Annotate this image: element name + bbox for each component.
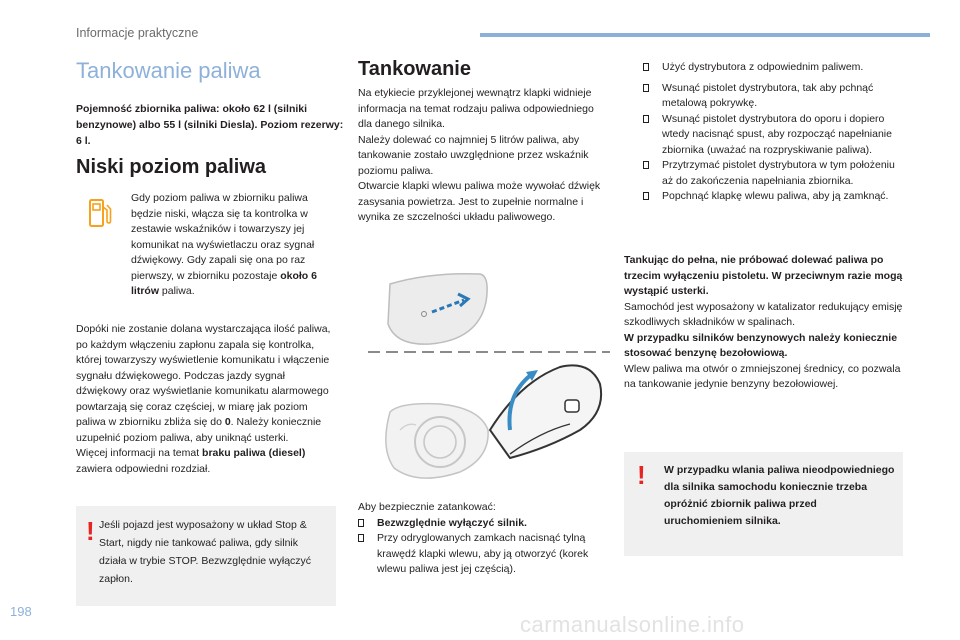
low-fuel-paragraph-1: Gdy poziom paliwa w zbiorniku paliwa będzie niski, włącza się ta kontrolka w zestawie wskaźników i towarzyszy jej komunikat na wyświetlaczu oraz sygnał dźwiękowy. Gdy zapali się ona po raz pierwszy, w zbiorniku pozostaje około 6 litrów paliwa. [131, 192, 317, 297]
page-title: Tankowanie paliwa [76, 58, 261, 83]
fuel-flap-illustration [360, 262, 610, 492]
stop-start-warning-box [76, 506, 336, 606]
intro-text: Pojemność zbiornika paliwa: około 62 l (silniki benzynowe) albo 55 l (silniki Diesla). Poziom rezerwy: 6 l. [76, 103, 344, 147]
bullet-icon [643, 115, 649, 123]
stop-start-warning-text: Jeśli pojazd jest wyposażony w układ Stop & Start, nigdy nie tankować paliwa, gdy silnik działa w trybie STOP. Bezwzględnie wyłączyć zapłon. [99, 519, 312, 585]
list-item: Bezwzględnie wyłączyć silnik. [358, 516, 612, 532]
fuel-pump-icon [88, 197, 112, 229]
bullet-icon [358, 519, 364, 527]
list-item: Przy odryglowanych zamkach nacisnąć tylną krawędź klapki wlewu, aby ją otworzyć (korek wlewu paliwa jest jej częścią). [358, 531, 612, 578]
low-fuel-heading: Niski poziom paliwa [76, 156, 267, 178]
list-item: Wsunąć pistolet dystrybutora, tak aby pchnąć metalową pokrywkę. [643, 81, 905, 112]
list-item: Popchnąć klapkę wlewu paliwa, aby ją zamknąć. [643, 189, 905, 205]
bullet-icon [643, 192, 649, 200]
bullet-icon [643, 84, 649, 92]
right-steps [643, 60, 905, 205]
bullet-icon [643, 63, 649, 71]
list-item: Użyć dystrybutora z odpowiednim paliwem. [643, 60, 905, 76]
refuelling-heading: Tankowanie [358, 58, 471, 80]
list-item: Przytrzymać pistolet dystrybutora w tym położeniu aż do zakończenia napełniania zbiornika. [643, 158, 905, 189]
low-fuel-paragraph-2: Dopóki nie zostanie dolana wystarczająca ilość paliwa, po każdym włączeniu zapłonu zapala się kontrolka, której towarzyszy wyświetlenie komunikatu i włączenie sygnału dźwiękowego. Podczas jazdy sygnał dźwiękowy oraz wyświetlanie komunikatu alarmowego powtarzają się coraz częściej, w miarę jak poziom paliwa w zbiorniku zbliża się do 0. Należy koniecznie uzupełnić poziom paliwa, aby uniknąć usterki. Więcej informacji na temat braku paliwa (diesel) zawiera odpowiedni rozdział. [76, 323, 331, 475]
refuelling-text: Na etykiecie przyklejonej wewnątrz klapki widnieje informacja na temat rodzaju paliwa odpowiedniego dla danego silnika. Należy dolewać co najmniej 5 litrów paliwa, aby tankowanie zostało uwzględnione przez wskaźnik poziomu paliwa. Otwarcie klapki wlewu paliwa może wywołać dźwięk zasysania powietrza. Jest to zupełnie normalne i wynika ze szczelności układu paliwowego. [358, 87, 601, 223]
warning-icon: ! [86, 516, 95, 546]
watermark: carmanualsonline.info [520, 612, 745, 637]
bullet-icon [358, 534, 364, 542]
warning-icon: ! [637, 460, 646, 490]
page-number: 198 [10, 604, 32, 619]
misfuelling-warning-text: W przypadku wlania paliwa nieodpowiedniego dla silnika samochodu koniecznie trzeba opróżnić zbiornik paliwa przed uruchomieniem silnika. [664, 464, 895, 527]
list-item: Wsunąć pistolet dystrybutora do oporu i dopiero wtedy nacisnąć spust, aby rozpocząć napełnianie zbiornika (uważać na rozpryskiwanie paliwa). [643, 112, 905, 159]
bullet-icon [643, 161, 649, 169]
header-bar [480, 33, 930, 37]
misfuelling-warning-box [624, 452, 903, 556]
section-header: Informacje praktyczne [76, 26, 199, 40]
steps-intro: Aby bezpiecznie zatankować: [358, 501, 496, 513]
refuelling-steps [358, 500, 612, 578]
fuel-info-text: Tankując do pełna, nie próbować dolewać paliwa po trzecim wyłączeniu pistoletu. W przeciwnym razie mogą wystąpić usterki. Samochód jest wyposażony w katalizator redukujący emisję szkodliwych składników w spalinach. W przypadku silników benzynowych należy koniecznie stosować benzynę bezołowiową. Wlew paliwa ma otwór o zmniejszonej średnicy, co pozwala na tankowanie jedynie benzyny bezołowiowej. [624, 254, 903, 390]
